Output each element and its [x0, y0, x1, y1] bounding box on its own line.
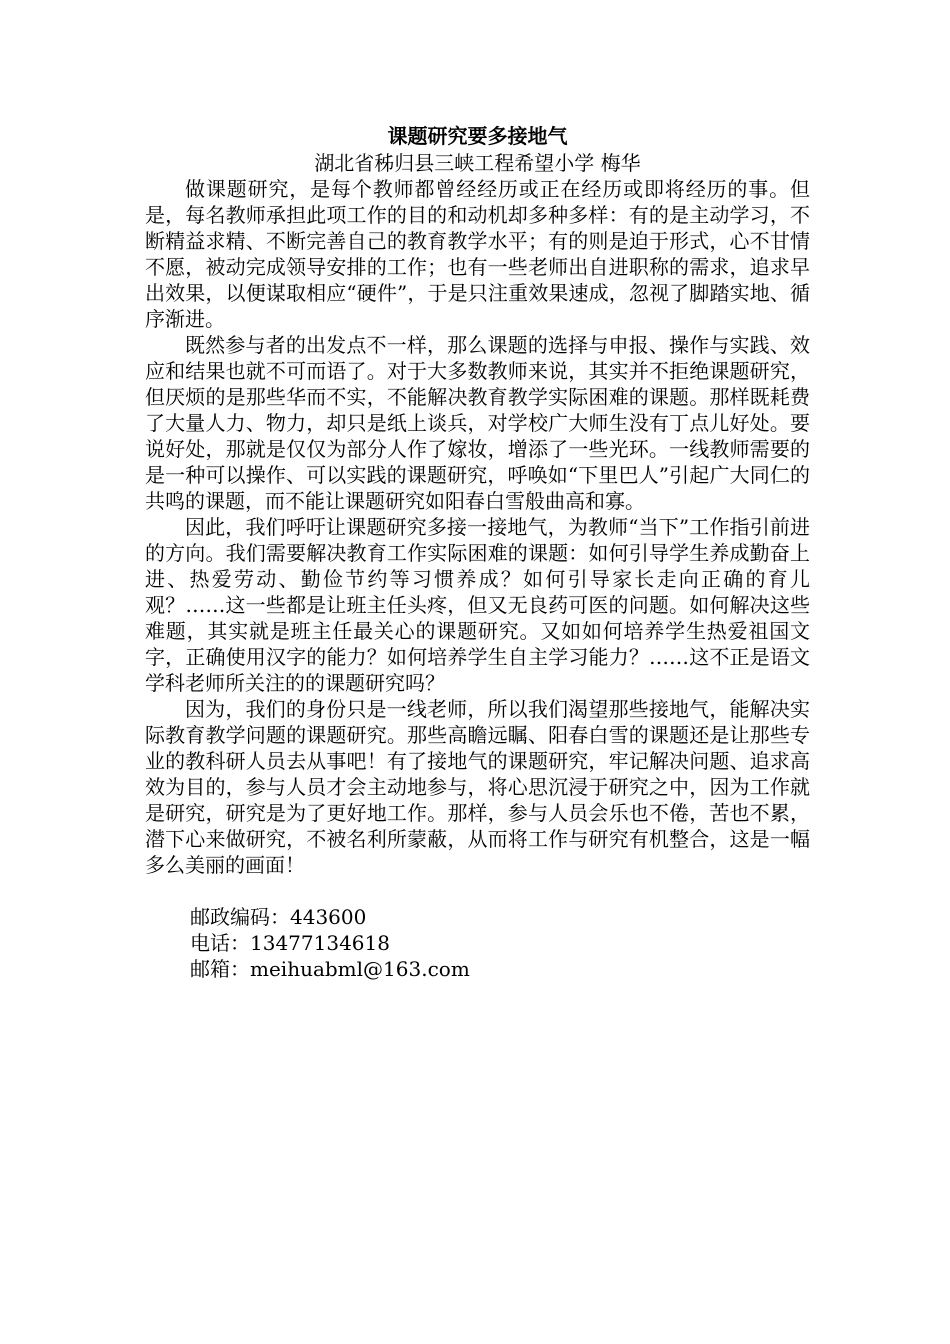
author-line: 湖北省秭归县三峡工程希望小学 梅华 [314, 151, 641, 175]
paragraph-4: 因为，我们的身份只是一线老师，所以我们渴望那些接地气，能解决实际教育教学问题的课题研究。那些高瞻远瞩、阳春白雪的课题还是让那些专业的教科研人员去从事吧！有了接地气的课题研究，牢记解决问题、追求高效为目的，参与人员才会主动地参与，将心思沉浸于研究之中，因为工作就是研究，研究是为了更好地工作。那样，参与人员会乐也不倦，苦也不累，潜下心来做研究，不被名利所蒙蔽，从而将工作与研究有机整合，这是一幅多么美丽的画面！ [145, 697, 810, 877]
paragraph-3: 因此，我们呼吁让课题研究多接一接地气，为教师“当下”工作指引前进的方向。我们需要解决教育工作实际困难的课题：如何引导学生养成勤奋上进、热爱劳动、勤俭节约等习惯养成？如何引导家长走向正确的育儿观？……这一些都是让班主任头疼，但又无良药可医的问题。如何解决这些难题，其实就是班主任最关心的课题研究。又如如何培养学生热爱祖国文字，正确使用汉字的能力？如何培养学生自主学习能力？……这不正是语文学科老师所关注的的课题研究吗？ [145, 515, 810, 695]
paragraph-2: 既然参与者的出发点不一样，那么课题的选择与申报、操作与实践、效应和结果也就不可而语了。对于大多数教师来说，其实并不拒绝课题研究，但厌烦的是那些华而不实，不能解决教育教学实际困难的课题。那样既耗费了大量人力、物力，却只是纸上谈兵，对学校广大师生没有丁点儿好处。要说好处，那就是仅仅为部分人作了嫁妆，增添了一些光环。一线教师需要的是一种可以操作、可以实践的课题研究，呼唤如“下里巴人”引起广大同仁的共鸣的课题，而不能让课题研究如阳春白雪般曲高和寡。 [145, 333, 810, 513]
document-page [145, 122, 810, 982]
document-title: 课题研究要多接地气 [387, 124, 568, 148]
phone-line: 电话：13477134618 [190, 931, 390, 955]
paragraph-1: 做课题研究，是每个教师都曾经经历或正在经历或即将经历的事。但是，每名教师承担此项工作的目的和动机却多种多样：有的是主动学习，不断精益求精、不断完善自己的教育教学水平；有的则是迫于形式，心不甘情不愿，被动完成领导安排的工作；也有一些老师出自进职称的需求，追求早出效果，以便谋取相应“硬件”，于是只注重效果速成，忽视了脚踏实地、循序渐进。 [145, 177, 810, 331]
contact-block [145, 904, 810, 982]
email-line: 邮箱：meihuabml@163.com [190, 957, 470, 981]
postcode-line: 邮政编码：443600 [190, 905, 367, 929]
